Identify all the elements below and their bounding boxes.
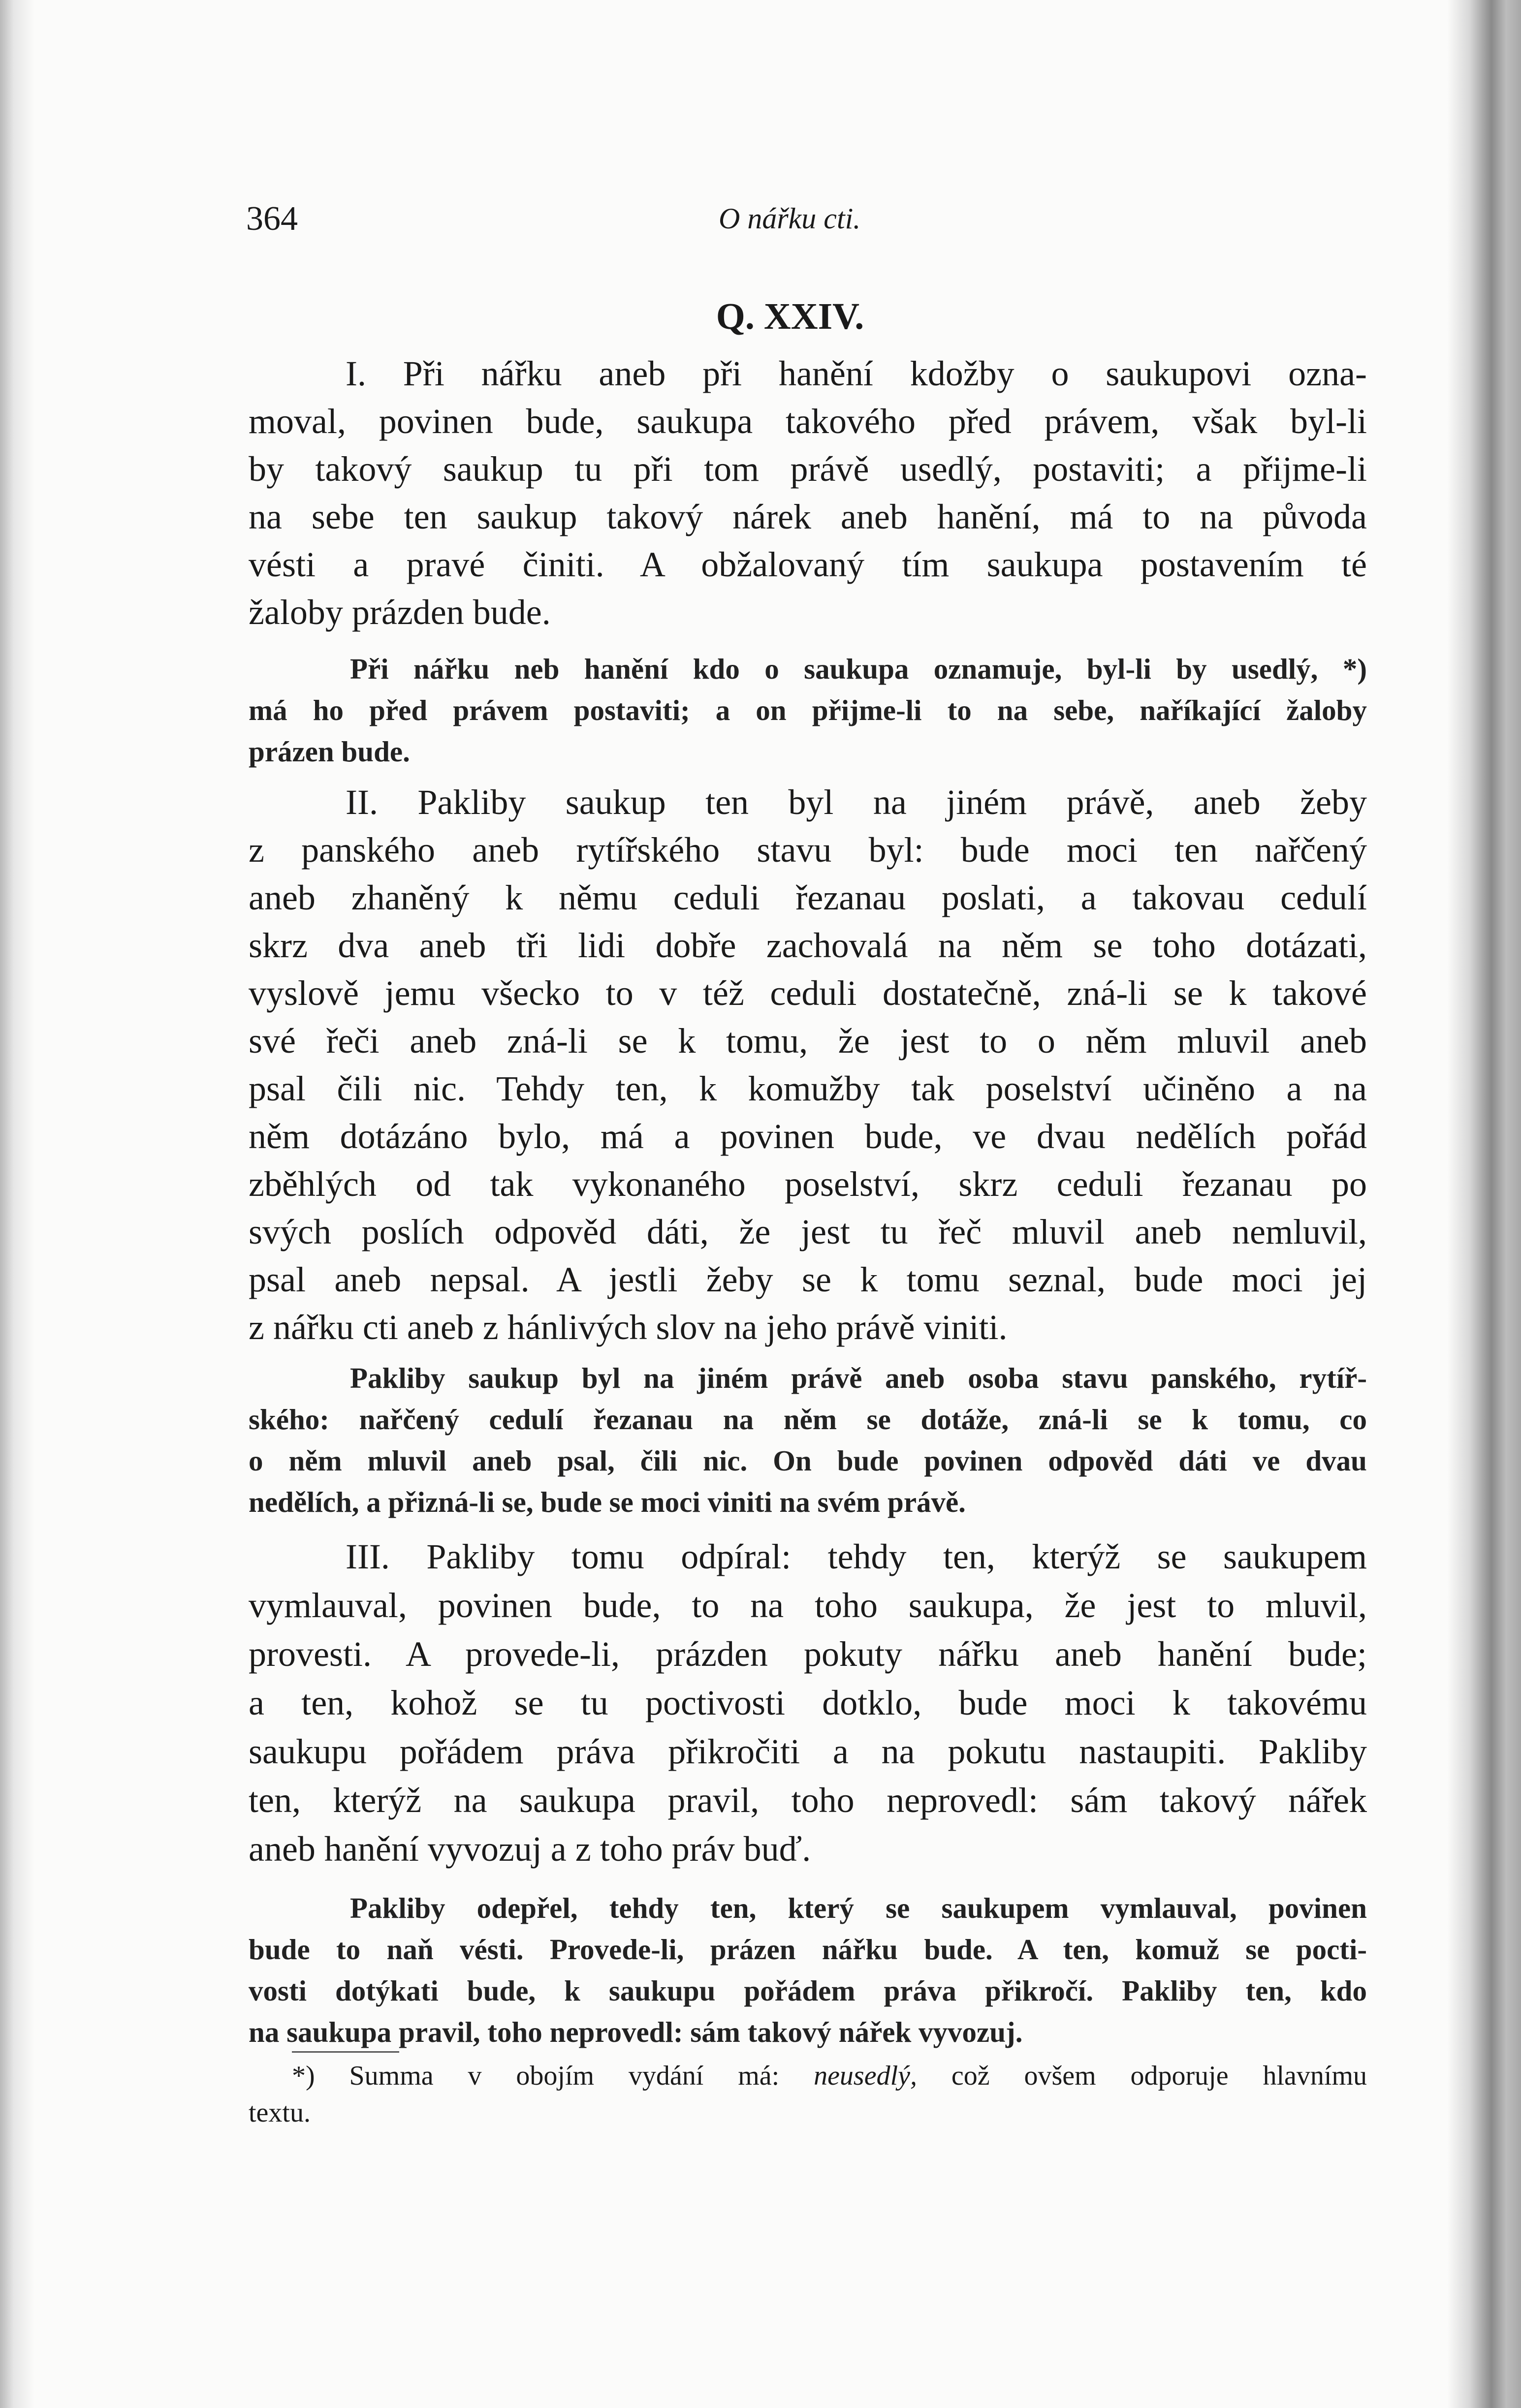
footnote-rule xyxy=(292,2051,399,2053)
text-line: Při nářku neb hanění kdo o saukupa oznamuje, byl-li by usedlý, *) xyxy=(350,653,1367,685)
page-left-edge xyxy=(0,0,34,2408)
text-line: něm dotázáno bylo, má a povinen bude, ve dvau nedělích pořád xyxy=(249,1117,1367,1156)
text-line: žaloby prázden bude. xyxy=(249,593,551,632)
text-line: má ho před právem postaviti; a on přijme-li to na sebe, naříkající žaloby xyxy=(249,694,1367,726)
text-line: nedělích, a přizná-li se, bude se moci viniti na svém právě. xyxy=(249,1486,966,1518)
footnote-text: což ovšem odporuje hlavnímu xyxy=(917,2061,1367,2091)
text-line: by takový saukup tu při tom právě usedlý, postaviti; a přijme-li xyxy=(249,449,1367,489)
text-line: vymlauval, povinen bude, to na toho saukupa, že jest to mluvil, xyxy=(249,1586,1367,1625)
text-line: provesti. A provede-li, prázden pokuty nářku aneb hanění bude; xyxy=(249,1634,1367,1674)
text-line: vosti dotýkati bude, k saukupu pořádem práva přikročí. Pakliby ten, kdo xyxy=(249,1974,1367,2007)
footnote-line xyxy=(249,2058,1367,2095)
footnote-line: textu. xyxy=(249,2097,311,2128)
text-line: zběhlých od tak vykonaného poselství, skrz ceduli řezanau po xyxy=(249,1164,1367,1204)
text-line: svých poslích odpověd dáti, že jest tu řeč mluvil aneb nemluvil, xyxy=(249,1212,1367,1251)
text-line: saukupu pořádem práva přikročiti a na pokutu nastaupiti. Pakliby xyxy=(249,1732,1367,1771)
section-title: Q. XXIV. xyxy=(716,296,864,337)
text-line: skrz dva aneb tři lidi dobře zachovalá na něm se toho dotázati, xyxy=(249,926,1367,965)
page-number: 364 xyxy=(246,200,298,238)
text-line: z panského aneb rytířského stavu byl: bude moci ten nařčený xyxy=(249,830,1367,870)
text-line: Pakliby odepřel, tehdy ten, který se saukupem vymlauval, povinen xyxy=(350,1892,1367,1924)
text-line: na saukupa pravil, toho neprovedl: sám takový nářek vyvozuj. xyxy=(249,2016,1023,2048)
text-line: a ten, kohož se tu poctivosti dotklo, bude moci k takovému xyxy=(249,1683,1367,1722)
text-line: své řeči aneb zná-li se k tomu, že jest to o něm mluvil aneb xyxy=(249,1021,1367,1061)
summary-paragraph xyxy=(249,648,1367,772)
paragraph xyxy=(249,1532,1367,1874)
text-line: ten, kterýž na saukupa pravil, toho neprovedl: sám takový nářek xyxy=(249,1781,1367,1820)
text-line: II. Pakliby saukup ten byl na jiném právě, aneb žeby xyxy=(346,782,1367,822)
text-line: vyslově jemu všecko to v též ceduli dostatečně, zná-li se k takové xyxy=(249,973,1367,1013)
text-line: aneb zhaněný k němu ceduli řezanau poslati, a takovau cedulí xyxy=(249,878,1367,917)
text-line: moval, povinen bude, saukupa takového před právem, však byl-li xyxy=(249,402,1367,441)
text-line: aneb hanění vyvozuj a z toho práv buď. xyxy=(249,1829,811,1869)
text-line: z nářku cti aneb z hánlivých slov na jeho právě viniti. xyxy=(249,1308,1008,1347)
footnote xyxy=(249,2058,1367,2131)
text-line: bude to naň vésti. Provede-li, prázen nářku bude. A ten, komuž se pocti- xyxy=(249,1933,1367,1966)
text-line: prázen bude. xyxy=(249,735,410,768)
text-line: I. Při nářku aneb při hanění kdožby o saukupovi ozna- xyxy=(346,354,1367,393)
summary-paragraph xyxy=(249,1357,1367,1523)
text-line: vésti a pravé činiti. A obžalovaný tím saukupa postavením té xyxy=(249,545,1367,584)
paragraph xyxy=(249,350,1367,636)
footnote-italic: neusedlý, xyxy=(814,2061,917,2091)
text-line: o něm mluvil aneb psal, čili nic. On bude povinen odpověd dáti ve dvau xyxy=(249,1444,1367,1477)
text-line: psal aneb nepsal. A jestli žeby se k tomu seznal, bude moci jej xyxy=(249,1260,1367,1299)
summary-paragraph xyxy=(249,1887,1367,2053)
text-line: III. Pakliby tomu odpíral: tehdy ten, kterýž se saukupem xyxy=(346,1537,1367,1576)
text-line: na sebe ten saukup takový nárek aneb hanění, má to na původa xyxy=(249,497,1367,536)
footnote-text: *) Summa v obojím vydání má: xyxy=(292,2061,814,2091)
paragraph xyxy=(249,779,1367,1351)
running-title: O nářku cti. xyxy=(719,202,861,235)
page-right-edge xyxy=(1447,0,1521,2408)
text-line: psal čili nic. Tehdy ten, k komužby tak poselství učiněno a na xyxy=(249,1069,1367,1108)
text-line: Pakliby saukup byl na jiném právě aneb osoba stavu panského, rytíř- xyxy=(350,1362,1367,1394)
text-line: ského: nařčený cedulí řezanau na něm se dotáže, zná-li se k tomu, co xyxy=(249,1403,1367,1436)
